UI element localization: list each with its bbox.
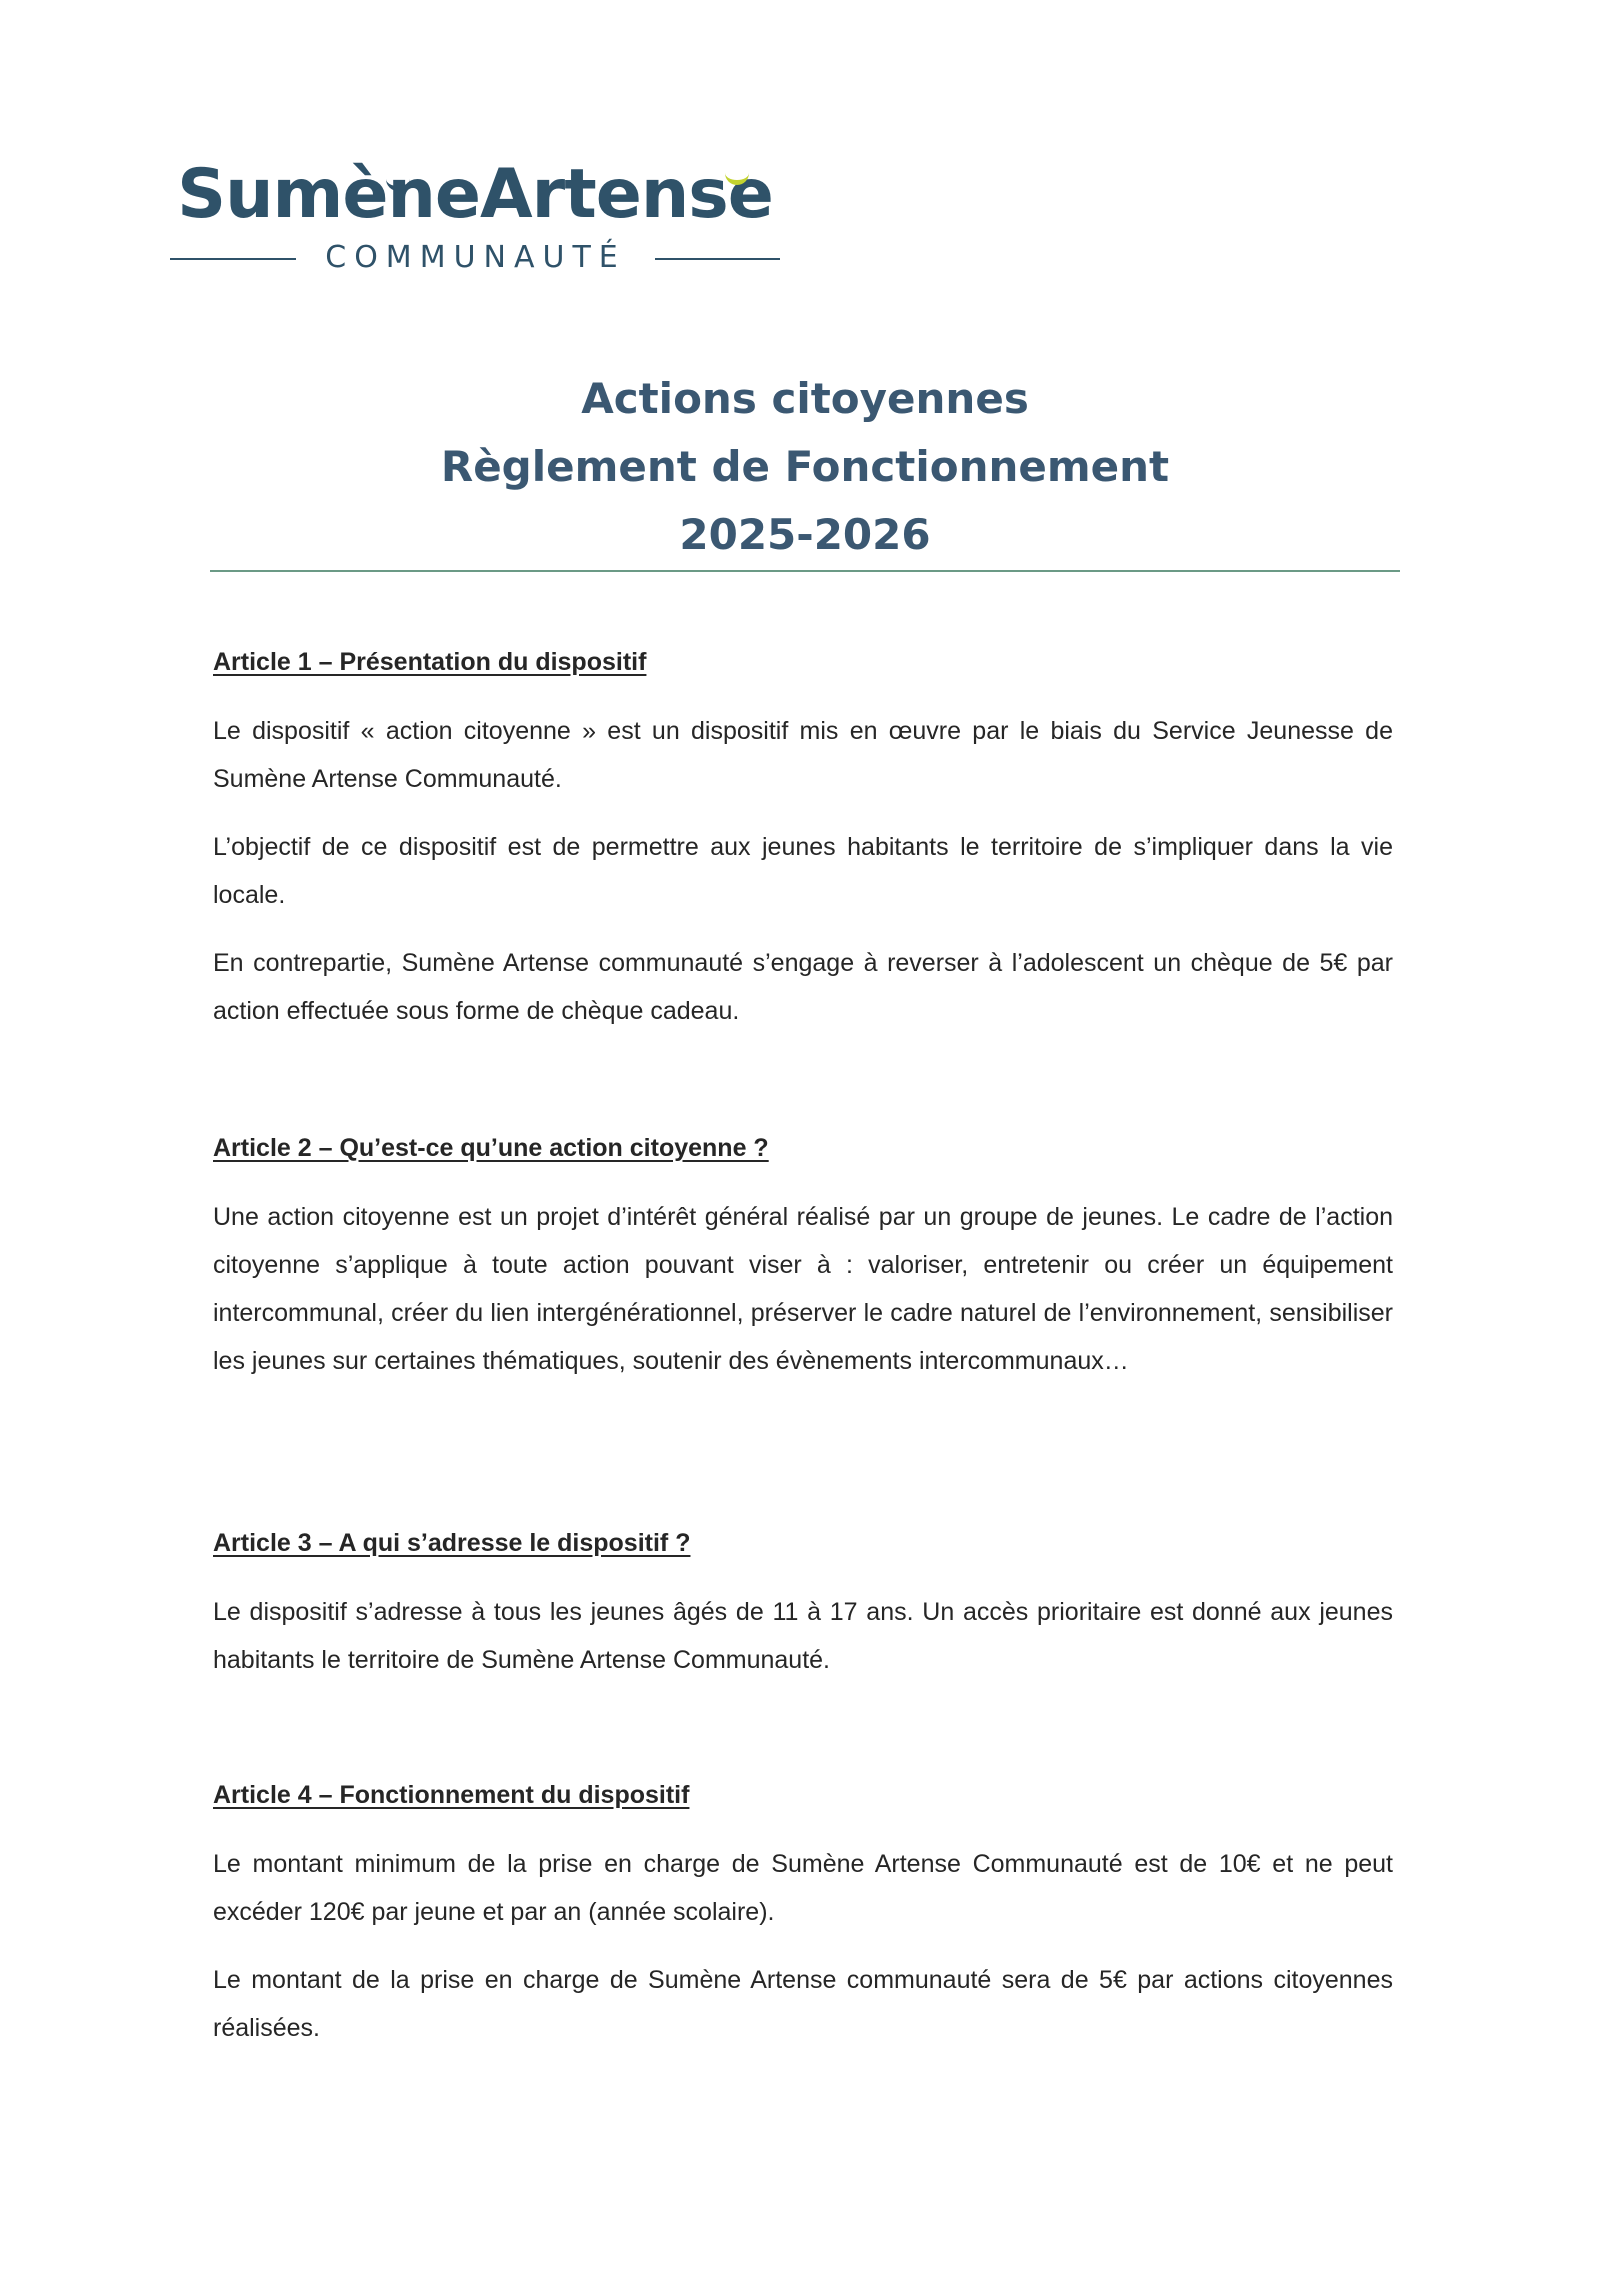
- article-heading: Article 1 – Présentation du dispositif: [213, 648, 647, 676]
- article-paragraph: En contrepartie, Sumène Artense communauté s’engage à reverser à l’adolescent un chèque de 5€ par action effectuée sous forme de chèque cadeau.: [213, 949, 1393, 1025]
- logo-rule-left: [170, 258, 296, 260]
- article-paragraph: L’objectif de ce dispositif est de permettre aux jeunes habitants le territoire de s’impliquer dans la vie locale.: [213, 833, 1393, 909]
- title-line-3: 2025-2026: [679, 510, 931, 559]
- article-heading: Article 3 – A qui s’adresse le dispositif ?: [213, 1529, 691, 1557]
- article-paragraph: Le dispositif « action citoyenne » est un dispositif mis en œuvre par le biais du Service Jeunesse de Sumène Artense Communauté.: [213, 717, 1393, 793]
- title-line-2: Règlement de Fonctionnement: [440, 442, 1170, 491]
- sumene-artense-logo: [170, 155, 780, 280]
- article-paragraph: Le montant minimum de la prise en charge de Sumène Artense Communauté est de 10€ et ne peut excéder 120€ par jeune et par an (année scolaire).: [213, 1850, 1393, 1926]
- article-1: [213, 645, 1393, 1035]
- article-paragraph: Une action citoyenne est un projet d’intérêt général réalisé par un groupe de jeunes. Le cadre de l’action citoyenne s’applique à toute action pouvant viser à : valoriser, entretenir ou créer un équipement intercommunal, créer du lien intergénérationnel, préserver le cadre naturel de l’environnement, sensibiliser les jeunes sur certaines thématiques, soutenir des évènements intercommunaux…: [213, 1203, 1393, 1375]
- article-3: [213, 1526, 1393, 1684]
- article-heading: Article 2 – Qu’est-ce qu’une action citoyenne ?: [213, 1134, 769, 1162]
- title-divider: [210, 570, 1400, 572]
- document-title: [210, 365, 1400, 569]
- title-line-1: Actions citoyennes: [581, 374, 1029, 423]
- article-4: [213, 1778, 1393, 2052]
- logo-subtitle: COMMUNAUTÉ: [325, 240, 626, 275]
- article-heading: Article 4 – Fonctionnement du dispositif: [213, 1781, 690, 1809]
- logo-subtitle-row: [170, 241, 780, 275]
- logo-name: SumèneArtense: [177, 155, 773, 234]
- article-paragraph: Le montant de la prise en charge de Sumène Artense communauté sera de 5€ par actions citoyennes réalisées.: [213, 1966, 1393, 2042]
- logo-rule-right: [655, 258, 780, 260]
- article-paragraph: Le dispositif s’adresse à tous les jeunes âgés de 11 à 17 ans. Un accès prioritaire est donné aux jeunes habitants le territoire de Sumène Artense Communauté.: [213, 1598, 1393, 1674]
- article-2: [213, 1131, 1393, 1385]
